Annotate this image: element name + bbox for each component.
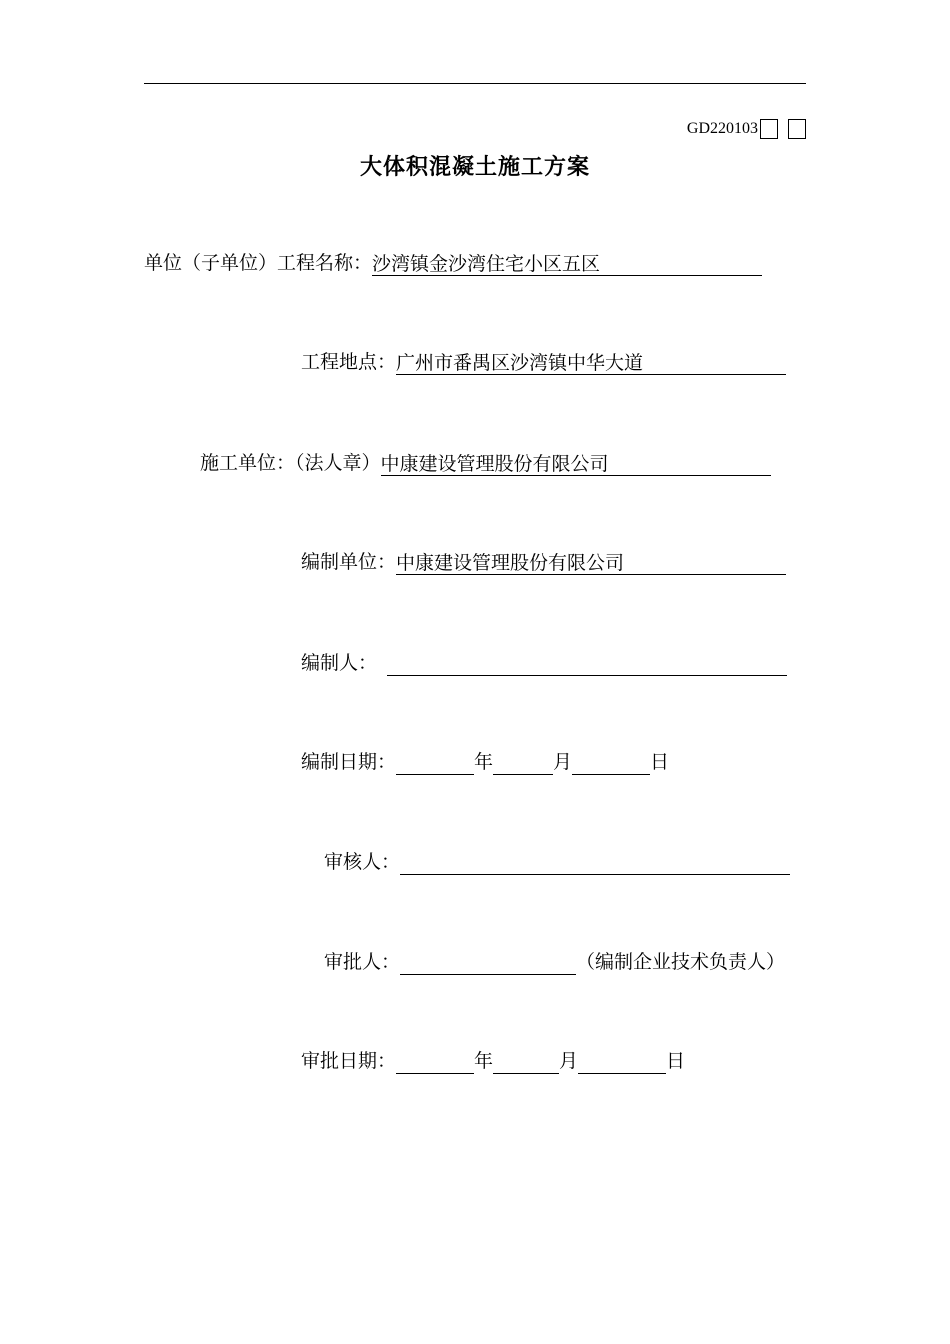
compiler-unit-value: 中康建设管理股份有限公司 (396, 552, 625, 574)
approve-month-unit: 月 (559, 1050, 579, 1072)
approve-day-field[interactable] (578, 1049, 666, 1074)
compiler-unit-label: 编制单位： (301, 551, 397, 573)
approve-date-label: 审批日期： (301, 1050, 397, 1072)
project-name-label: 单位（子单位）工程名称： (144, 252, 373, 274)
document-code (687, 118, 806, 140)
document-code-text: GD220103 (686, 120, 758, 137)
approve-date-row (301, 1048, 685, 1074)
approve-month-field[interactable] (493, 1049, 559, 1074)
approve-year-unit: 年 (474, 1050, 494, 1072)
code-box-2[interactable] (788, 119, 806, 139)
approve-year-field[interactable] (396, 1049, 474, 1074)
location-row (301, 349, 786, 375)
project-name-row (144, 250, 762, 276)
page-title: 大体积混凝土施工方案 (359, 154, 590, 180)
code-box-1[interactable] (760, 119, 778, 139)
compile-month-unit: 月 (553, 751, 573, 773)
approver-label: 审批人： (324, 951, 401, 973)
reviewer-row (324, 849, 790, 875)
compiler-unit-field[interactable] (396, 550, 786, 575)
compile-year-unit: 年 (474, 751, 494, 773)
location-field[interactable] (396, 350, 786, 375)
compile-day-field[interactable] (572, 750, 650, 775)
compile-date-row (301, 749, 669, 775)
approver-row (324, 949, 785, 975)
constructor-label: 施工单位：（法人章） (200, 452, 381, 474)
project-name-field[interactable] (372, 251, 762, 276)
location-label: 工程地点： (301, 351, 397, 373)
header-rule (144, 83, 806, 84)
reviewer-label: 审核人： (324, 851, 401, 873)
constructor-value: 中康建设管理股份有限公司 (380, 453, 609, 475)
compile-year-field[interactable] (396, 750, 474, 775)
compiler-label: 编制人： (301, 652, 378, 674)
approver-note: （编制企业技术负责人） (576, 951, 786, 973)
constructor-row (200, 450, 771, 476)
compile-month-field[interactable] (493, 750, 553, 775)
approve-day-unit: 日 (666, 1050, 686, 1072)
compile-date-label: 编制日期： (301, 751, 397, 773)
project-name-value: 沙湾镇金沙湾住宅小区五区 (372, 253, 601, 275)
compile-day-unit: 日 (650, 751, 670, 773)
location-value: 广州市番禺区沙湾镇中华大道 (396, 352, 644, 374)
approver-field[interactable] (400, 950, 576, 975)
compiler-field[interactable] (387, 651, 787, 676)
compiler-unit-row (301, 549, 786, 575)
reviewer-field[interactable] (400, 850, 790, 875)
constructor-field[interactable] (381, 451, 771, 476)
compiler-row (301, 650, 787, 676)
